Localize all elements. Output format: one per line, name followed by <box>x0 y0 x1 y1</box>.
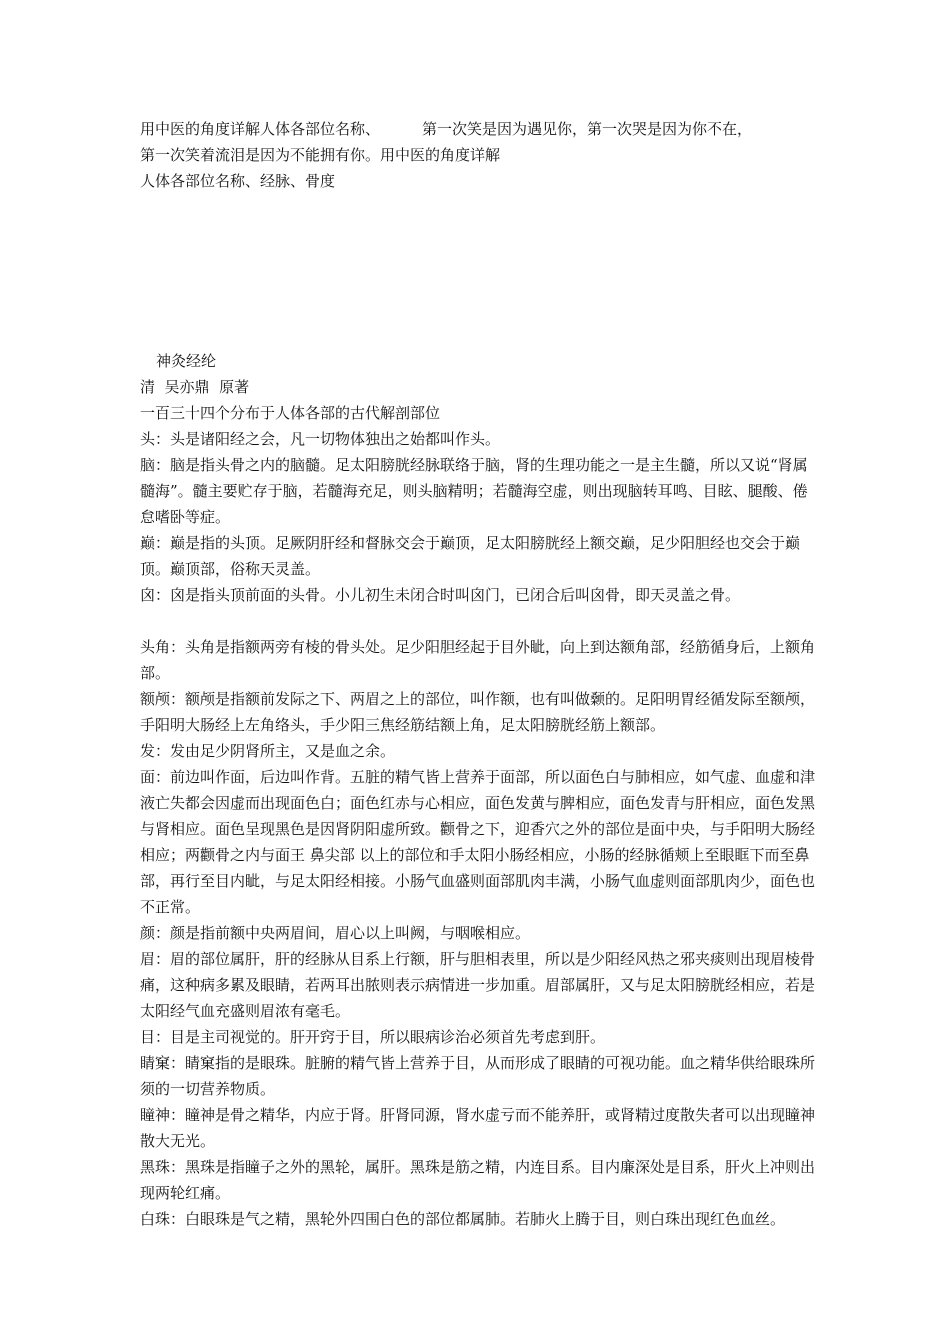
entry-paragraph: 额颅：额颅是指额前发际之下、两眉之上的部位，叫作额，也有叫做颡的。足阳明胃经循发际至额颅，手阳明大肠经上左角络头，手少阳三焦经筋结额上角，足太阳膀胱经筋上额部。 <box>140 690 816 734</box>
document-title-line-3: 人体各部位名称、经脉、骨度 <box>140 172 336 190</box>
document-title: 用中医的角度详解人体各部位名称、 <box>140 120 381 138</box>
document-quote: 第一次笑是因为遇见你，第一次哭是因为你不在， <box>422 120 753 138</box>
entry-paragraph: 睛窠：睛窠指的是眼珠。脏腑的精气皆上营养于目，从而形成了眼睛的可视功能。血之精华供给眼珠所须的一切营养物质。 <box>140 1054 816 1098</box>
blank-line <box>140 608 820 634</box>
entry-paragraph: 瞳神：瞳神是骨之精华，内应于肾。肝肾同源，肾水虚亏而不能养肝，或肾精过度散失者可以出现瞳神散大无光。 <box>140 1106 816 1150</box>
document-title-line-2: 第一次笑着流泪是因为不能拥有你。用中医的角度详解 <box>140 146 501 164</box>
document-title-line <box>140 116 820 142</box>
entry-paragraph: 面：前边叫作面，后边叫作背。五脏的精气皆上营养于面部，所以面色白与肺相应，如气虚、血虚和津液亡失都会因虚而出现面色白；面色红赤与心相应，面色发黄与脾相应，面色发青与肝相应，面色发黑与肾相应。面色呈现黑色是因肾阴阳虚所致。颧骨之下，迎香穴之外的部位是面中央，与手阳明大肠经相应；两颧骨之内与面王 鼻尖部 以上的部位和手太阳小肠经相应，小肠的经脉循颊上至眼眶下而至鼻部，再行至目内眦，与足太阳经相接。小肠气血盛则面部肌肉丰满，小肠气血虚则面部肌肉少，面色也不正常。 <box>140 768 816 916</box>
entry-paragraph: 眉：眉的部位属肝，肝的经脉从目系上行额，肝与胆相表里，所以是少阳经风热之邪夹痰则出现眉棱骨痛，这种病多累及眼睛，若两耳出脓则表示病情进一步加重。眉部属肝，又与足太阳膀胱经相应，若是太阳经气血充盛则眉浓有毫毛。 <box>140 950 816 1020</box>
entry-paragraph: 白珠：白眼珠是气之精，黑轮外四围白色的部位都属肺。若肺火上腾于目，则白珠出现红色血丝。 <box>140 1210 786 1228</box>
document-page <box>140 116 820 1232</box>
entry-paragraph: 头：头是诸阳经之会，凡一切物体独出之始都叫作头。 <box>140 430 501 448</box>
entry-paragraph: 囟：囟是指头顶前面的头骨。小儿初生未闭合时叫囟门，已闭合后叫囟骨，即天灵盖之骨。 <box>140 586 741 604</box>
entry-paragraph: 颜：颜是指前额中央两眉间，眉心以上叫阙，与咽喉相应。 <box>140 924 531 942</box>
entry-paragraph: 脑：脑是指头骨之内的脑髓。足太阳膀胱经脉联络于脑，肾的生理功能之一是主生髓，所以又说“肾属髓海”。髓主要贮存于脑，若髓海充足，则头脑精明；若髓海空虚，则出现脑转耳鸣、目眩、腿酸、倦怠嗜卧等症。 <box>140 456 808 526</box>
entry-paragraph: 巅：巅是指的头顶。足厥阴肝经和督脉交会于巅顶，足太阳膀胱经上额交巅，足少阳胆经也交会于巅顶。巅顶部，俗称天灵盖。 <box>140 534 801 578</box>
entry-paragraph: 黑珠：黑珠是指瞳子之外的黑轮，属肝。黑珠是筋之精，内连目系。目内廉深处是目系，肝火上冲则出现两轮红痛。 <box>140 1158 816 1202</box>
entry-paragraph: 目：目是主司视觉的。肝开窍于目，所以眼病诊治必须首先考虑到肝。 <box>140 1028 606 1046</box>
book-title: 神灸经纶 <box>156 352 217 370</box>
book-subtitle: 一百三十四个分布于人体各部的古代解剖部位 <box>140 404 441 422</box>
blank-space <box>140 194 820 348</box>
book-author: 清 吴亦鼎 原著 <box>140 378 250 396</box>
entry-paragraph: 发：发由足少阴肾所主，又是血之余。 <box>140 742 396 760</box>
entry-paragraph: 头角：头角是指额两旁有棱的骨头处。足少阳胆经起于目外眦，向上到达额角部，经筋循身后，上额角部。 <box>140 638 816 682</box>
